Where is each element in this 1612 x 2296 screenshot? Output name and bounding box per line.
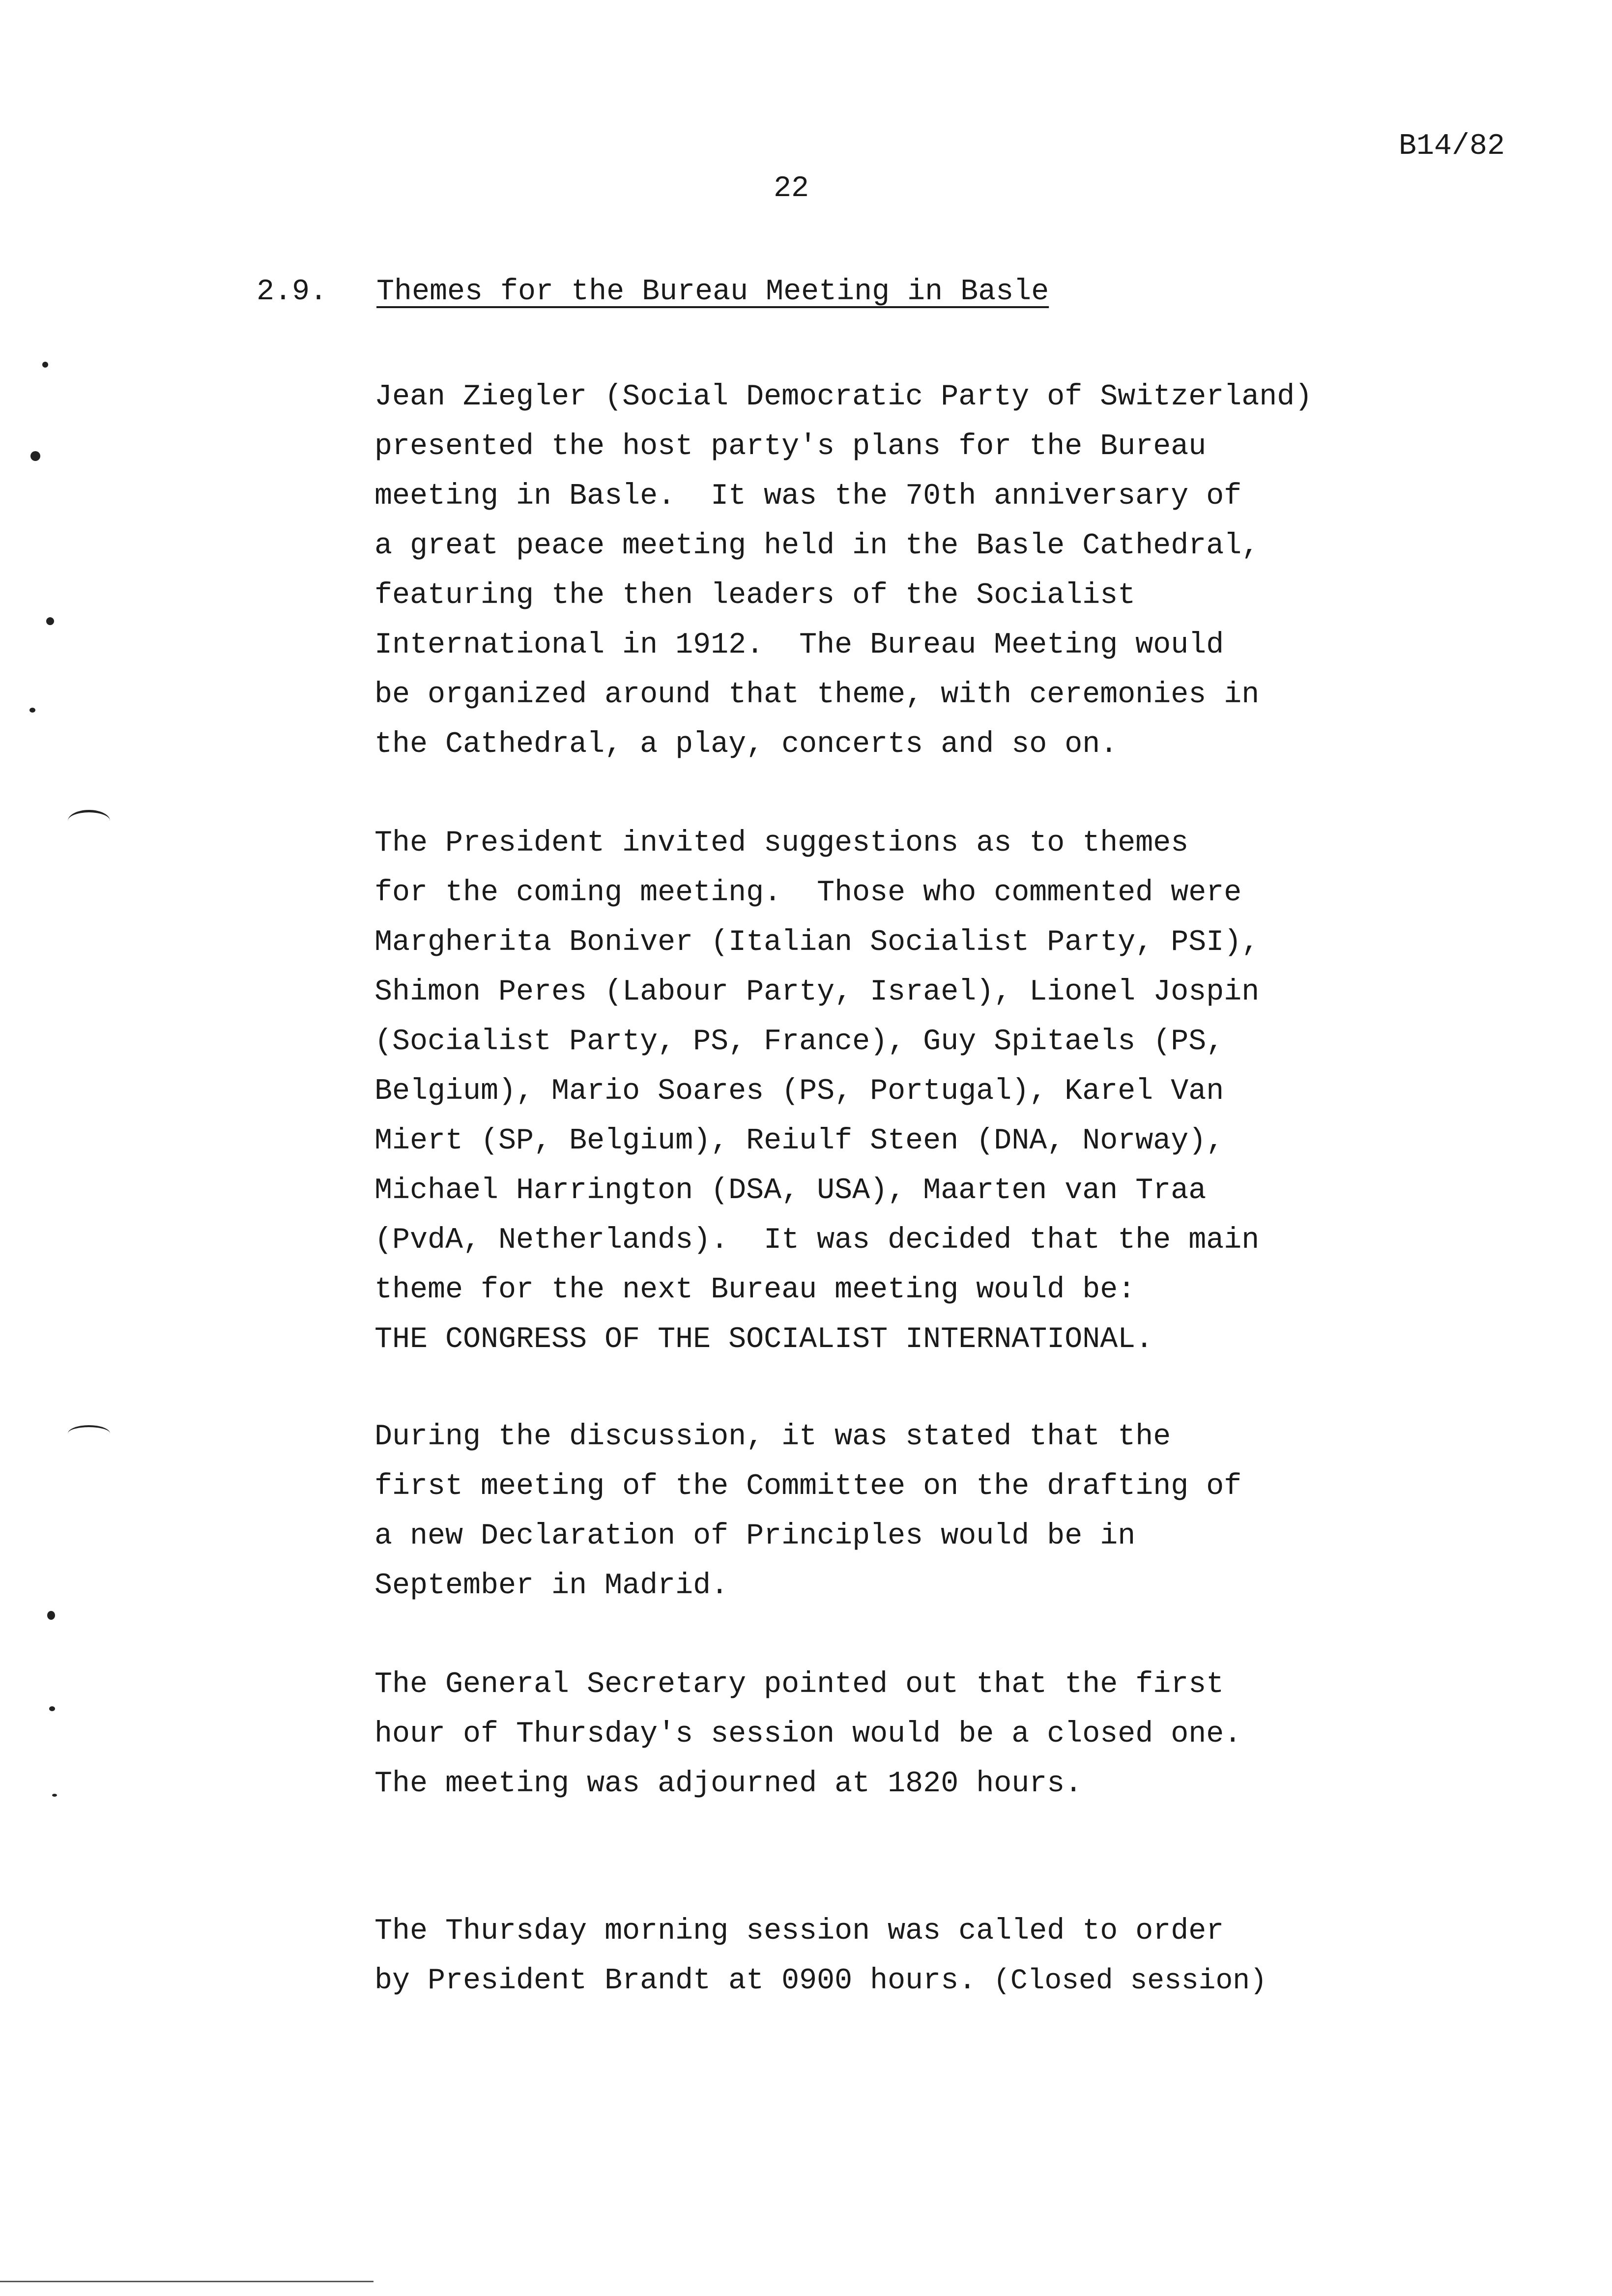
paragraph-declaration-committee bbox=[374, 1412, 1475, 1611]
section-number: 2.9. bbox=[257, 275, 328, 309]
scan-speck bbox=[49, 1706, 55, 1711]
punch-hole-arc bbox=[68, 1425, 110, 1442]
text-line: Jean Ziegler (Social Democratic Party of Switzerland) bbox=[374, 380, 1313, 414]
text-line: meeting in Basle. It was the 70th anniversary of bbox=[374, 480, 1242, 513]
text-line: hour of Thursday's session would be a closed one. bbox=[374, 1718, 1242, 1751]
text-line: Belgium), Mario Soares (PS, Portugal), Karel Van bbox=[374, 1075, 1224, 1108]
paragraph-adjournment bbox=[374, 1660, 1475, 1809]
text-line: Margherita Boniver (Italian Socialist Party, PSI), bbox=[374, 926, 1260, 959]
closed-session-note: (Closed session) bbox=[976, 1965, 1267, 1997]
text-line: Miert (SP, Belgium), Reiulf Steen (DNA, Norway), bbox=[374, 1124, 1224, 1158]
page-number: 22 bbox=[774, 172, 809, 205]
text-line: (Socialist Party, PS, France), Guy Spitaels (PS, bbox=[374, 1025, 1224, 1059]
scan-speck bbox=[46, 617, 54, 625]
text-line: (PvdA, Netherlands). It was decided that the main bbox=[374, 1224, 1260, 1257]
text-line: featuring the then leaders of the Socialist bbox=[374, 579, 1136, 612]
text-line: the Cathedral, a play, concerts and so on. bbox=[374, 728, 1118, 761]
document-reference: B14/82 bbox=[1398, 130, 1505, 163]
text-line: During the discussion, it was stated that the bbox=[374, 1420, 1171, 1454]
paragraph-thursday-session bbox=[374, 1907, 1475, 2006]
text-line: Michael Harrington (DSA, USA), Maarten van Traa bbox=[374, 1174, 1207, 1207]
text-line: The President invited suggestions as to themes bbox=[374, 827, 1189, 860]
paragraph-basle-plans bbox=[374, 373, 1475, 770]
scan-speck bbox=[42, 362, 48, 368]
bottom-edge-rule bbox=[0, 2281, 374, 2282]
text-line: International in 1912. The Bureau Meeting would bbox=[374, 629, 1224, 662]
scan-speck bbox=[29, 708, 35, 713]
paragraph-theme-suggestions bbox=[374, 819, 1475, 1365]
scan-speck bbox=[52, 1794, 57, 1797]
text-line-main: by President Brandt at 0900 hours. bbox=[374, 1964, 977, 1998]
text-line: The General Secretary pointed out that the first bbox=[374, 1668, 1224, 1701]
section-title: Themes for the Bureau Meeting in Basle bbox=[376, 275, 1049, 309]
scan-speck bbox=[30, 451, 40, 461]
text-line: a new Declaration of Principles would be in bbox=[374, 1520, 1136, 1553]
text-line: September in Madrid. bbox=[374, 1569, 729, 1603]
text-line: The meeting was adjourned at 1820 hours. bbox=[374, 1767, 1083, 1801]
text-line: first meeting of the Committee on the drafting of bbox=[374, 1470, 1242, 1503]
text-line: THE CONGRESS OF THE SOCIALIST INTERNATIONAL. bbox=[374, 1323, 1153, 1356]
text-line: Shimon Peres (Labour Party, Israel), Lionel Jospin bbox=[374, 976, 1260, 1009]
text-line bbox=[374, 1956, 1475, 2006]
text-line: theme for the next Bureau meeting would be: bbox=[374, 1273, 1136, 1307]
text-line: for the coming meeting. Those who commented were bbox=[374, 876, 1242, 910]
scan-speck bbox=[47, 1611, 55, 1620]
punch-hole-arc bbox=[68, 810, 110, 832]
text-line: a great peace meeting held in the Basle Cathedral, bbox=[374, 529, 1260, 563]
text-line: presented the host party's plans for the Bureau bbox=[374, 430, 1207, 463]
text-line: The Thursday morning session was called to order bbox=[374, 1915, 1224, 1948]
text-line: be organized around that theme, with ceremonies in bbox=[374, 678, 1260, 712]
